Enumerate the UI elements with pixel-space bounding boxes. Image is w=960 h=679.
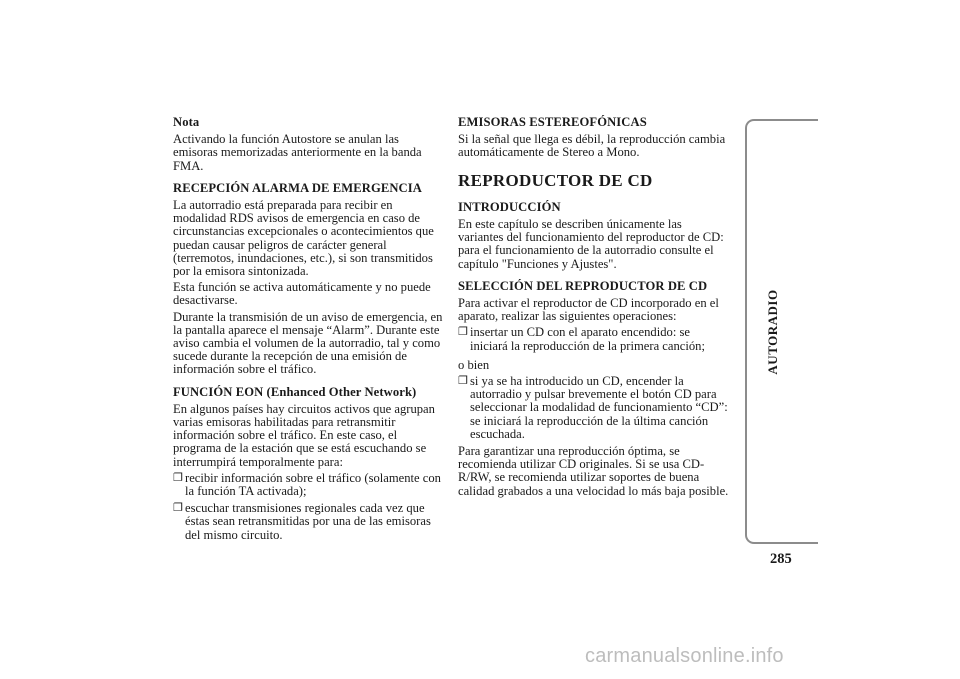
page-number: 285: [770, 551, 792, 567]
eon-paragraph-1: En algunos países hay circuitos activos que agrupan varias emisoras habilitadas para retransmitir información sobre el tráfico. En este caso, el programa de la estación que se está escuchando se interrumpirá temporalmente para:: [173, 401, 435, 469]
intro-heading: INTRODUCCIÓN: [458, 199, 561, 214]
select-bullet-1-text: insertar un CD con el aparato encendido: se iniciará la reproducción de la primera canción;: [470, 325, 705, 353]
section-title: REPRODUCTOR DE CD: [458, 170, 653, 190]
nota-heading: Nota: [173, 115, 200, 129]
eon-bullet-2: [173, 502, 443, 542]
alarm-paragraph-2: Esta función se activa automáticamente y no puede desactivarse.: [173, 280, 431, 308]
chapter-tab-frame: [745, 119, 818, 544]
select-bullet-1: [458, 326, 730, 352]
stereo-heading: EMISORAS ESTEREOFÓNICAS: [458, 115, 647, 129]
nota-text: Activando la función Autostore se anulan las emisoras memorizadas anteriormente en la banda FMA.: [173, 132, 422, 173]
intro-text: En este capítulo se describen únicamente las variantes del funcionamiento del reproductor de CD: para el funcionamiento de la autorradio consulte el capítulo "Funciones y Ajustes".: [458, 217, 724, 271]
alarm-paragraph-1: La autorradio está preparada para recibir en modalidad RDS avisos de emergencia en caso de circunstancias excepcionales o acontecimientos que puedan causar peligros de carácter general (terremotos, inundaciones, etc.), si son transmitidos por la emisora sintonizada.: [173, 198, 434, 279]
checkbox-bullet-icon: ❐: [458, 375, 468, 388]
eon-bullet-1-text: recibir información sobre el tráfico (solamente con la función TA activada);: [185, 470, 441, 499]
checkbox-bullet-icon: ❐: [173, 471, 183, 484]
checkbox-bullet-icon: ❐: [173, 502, 183, 515]
watermark: carmanualsonline.info: [585, 645, 784, 667]
stereo-text: Si la señal que llega es débil, la reproducción cambia automáticamente de Stereo a Mono.: [458, 132, 726, 160]
select-paragraph-2: Para garantizar una reproducción óptima, se recomienda utilizar CD originales. Si se usa CD-R/RW, se recomienda utilizar soportes de buena calidad grabados a una velocidad lo más baja posible.: [458, 444, 729, 498]
alarm-heading: RECEPCIÓN ALARMA DE EMERGENCIA: [173, 180, 422, 195]
select-bullet-2: [458, 375, 730, 441]
select-bullet-2-text: si ya se ha introducido un CD, encender la autorradio y pulsar brevemente el botón CD para seleccionar la modalidad de funcionamiento “CD”: se iniciará la reproducción de la última canción escuchada.: [470, 374, 728, 441]
alarm-paragraph-3: Durante la transmisión de un aviso de emergencia, en la pantalla aparece el mensaje “Alarm”. Durante este aviso cambia el volumen de la autorradio, tal y como sucede durante la recepción de una emisión de información sobre el tráfico.: [173, 309, 443, 377]
checkbox-bullet-icon: ❐: [458, 326, 468, 339]
select-heading: SELECCIÓN DEL REPRODUCTOR DE CD: [458, 278, 708, 293]
left-column: [173, 116, 443, 546]
chapter-tab-label: AUTORADIO: [765, 289, 780, 375]
or-text: o bien: [458, 357, 490, 372]
right-column: [458, 116, 730, 507]
eon-heading: FUNCIÓN EON (Enhanced Other Network): [173, 384, 417, 399]
eon-bullet-1: [173, 472, 443, 498]
eon-bullet-2-text: escuchar transmisiones regionales cada vez que éstas sean retransmitidas por una de las emisoras del mismo circuito.: [185, 501, 431, 542]
select-paragraph-1: Para activar el reproductor de CD incorporado en el aparato, realizar las siguientes operaciones:: [458, 296, 719, 324]
